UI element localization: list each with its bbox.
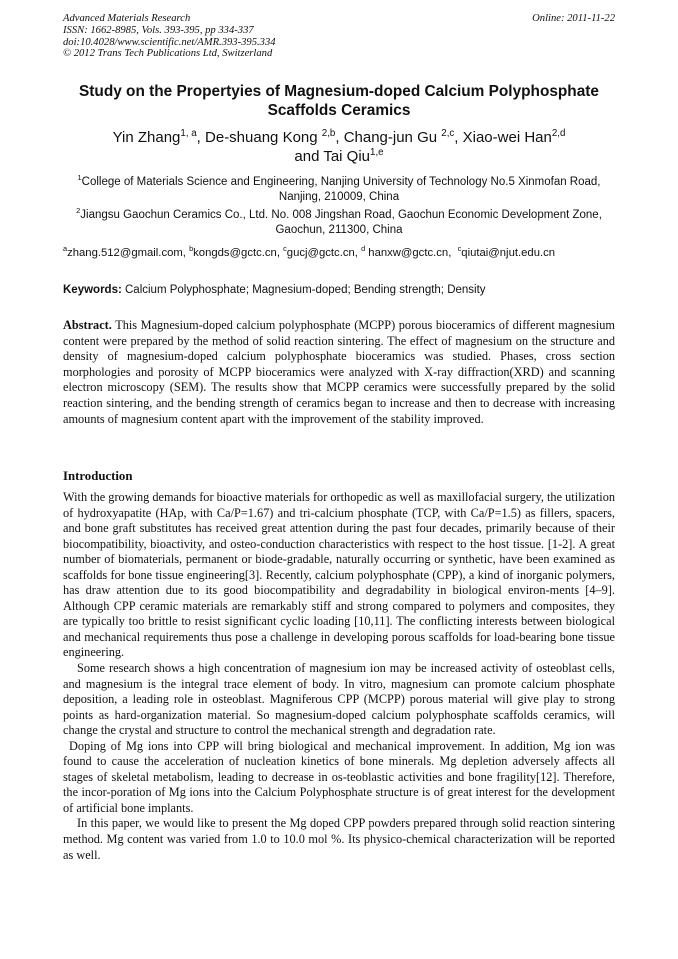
abstract-text: This Magnesium-doped calcium polyphosphate (MCPP) porous bioceramics of different magnesium content were prepared by the method of solid reaction sintering. The effect of magnesium on the structure and density of magnesium-doped calcium polyphosphate bioceramics was studied. Phases, cross section morphologies and porosity of MCPP bioceramics were analyzed with X-ray diffraction(XRD) and scanning electron microscopy (SEM). The results show that MCPP ceramics were successfully prepared by the solid reaction sintering, and the bending strength of ceramics began to increase and then to decrease with increasing amounts of magnesium content apart with the improvement of the stability improved.: [63, 318, 615, 426]
copyright-line: © 2012 Trans Tech Publications Ltd, Switzerland: [63, 48, 273, 60]
email[interactable]: $^c$qiutai@njut.edu.cn: [457, 244, 556, 259]
journal-name: Advanced Materials Research: [63, 13, 191, 24]
paragraph: Some research shows a high concentration of magnesium ion may be increased activity of osteoblast cells, and magnesium is the integral trace element of body. In vitro, magnesium can promote calcium phosphate deposition, a leading role in osteoblast. Magniferous CPP (MCPP) porous material will give play to strong points as hard-organization material. So magnesium-doped calcium polyphosphate scaffolds ceramics, will change the crystal and structure to control the mechanical strength and degradation rate.: [63, 661, 615, 738]
author: Xiao-wei Han$^{2,d}$: [462, 128, 566, 146]
paragraph: Doping of Mg ions into CPP will bring biological and mechanical improvement. In addition, Mg ion was found to cause the acceleration of nucleation kinetics of bone minerals. Mg depletion adversely affects all stages of skeletal metabolism, leading to decrease in os-teoblastic activities and bone fragility[12]. Therefore, the incor-poration of Mg ions into the Calcium Polyphosphate structure is of great interest for the development of artificial bone implants.: [63, 738, 615, 815]
abstract-label: Abstract.: [63, 318, 112, 332]
email-list: [63, 246, 623, 261]
author: Yin Zhang$^{1, a}$: [112, 128, 197, 146]
email[interactable]: $^d$ hanxw@gctc.cn,: [361, 244, 452, 259]
email[interactable]: $^a$zhang.512@gmail.com,: [63, 244, 186, 259]
keywords: [63, 283, 615, 298]
email[interactable]: $^c$gucj@gctc.cn,: [283, 244, 358, 259]
affiliation-1: $^1$College of Materials Science and Engineering, Nanjing University of Technology No.5 Xinmofan Road, Nanjing, 210009, China: [77, 173, 601, 203]
journal-header: [63, 13, 615, 60]
issn-line: ISSN: 1662-8985, Vols. 393-395, pp 334-337: [63, 24, 254, 36]
doi-line: doi:10.4028/www.scientific.net/AMR.393-395.334: [63, 36, 276, 48]
keywords-label: Keywords:: [63, 284, 122, 296]
author: Chang-jun Gu $^{2,c}$: [343, 128, 455, 146]
email[interactable]: $^b$kongds@gctc.cn,: [189, 244, 280, 259]
author: De-shuang Kong $^{2,b}$: [205, 128, 336, 146]
introduction-body: [63, 490, 615, 863]
paper-title: Study on the Propertyies of Magnesium-doped Calcium Polyphosphate Scaffolds Ceramics: [79, 83, 599, 119]
author: Tai Qiu$^{1,e}$: [323, 147, 384, 165]
keywords-text: Calcium Polyphosphate; Magnesium-doped; Bending strength; Density: [125, 284, 486, 296]
section-heading-introduction: Introduction: [63, 469, 133, 483]
affiliation-2: $^2$Jiangsu Gaochun Ceramics Co., Ltd. No. 008 Jingshan Road, Gaochun Economic Development Zone, Gaochun, 211300, China: [76, 206, 602, 236]
paragraph: With the growing demands for bioactive materials for orthopedic as well as maxillofacial surgery, the utilization of hydroxyapatite (HAp, with Ca/P=1.67) and tri-calcium phosphate (TCP, with Ca/P=1.5) as fillers, spacers, and bone graft substitutes has received great attention during the past four decades, primarily because of their biocompatibility, bioactivity, and osteo-conduction characteristics with respect to the host tissue. [1-2]. A great number of biomaterials, permanent or biode-gradable, naturally occurring or synthetic, have been examined as scaffolds for bone tissue engineering[3]. Recently, calcium polyphosphate (CPP), a kind of inorganic polymers, has draw attention due to its good biocompatibility and degradability in biological environ-ments [4–9]. Although CPP ceramic materials are remarkably stiff and strong compared to polymers and composites, they are typically too brittle to resist significant cyclic loading [10,11]. The conflicting interests between biological and mechanical requirements thus pose a challenge in developing porous scaffolds for load-bearing bone tissue engineering.: [63, 490, 615, 660]
online-date: Online: 2011-11-22: [532, 13, 615, 24]
author-list: Yin Zhang$^{1, a}$, De-shuang Kong $^{2,b}$, Chang-jun Gu $^{2,c}$, Xiao-wei Han$^{2,d}$ and Tai Qiu$^{1,e}$: [112, 128, 566, 165]
abstract: [63, 318, 615, 427]
paragraph: In this paper, we would like to present the Mg doped CPP powders prepared through solid reaction sintering method. Mg content was varied from 1.0 to 10.0 mol %. Its physico-chemical characterization will be reported as well.: [63, 816, 615, 862]
